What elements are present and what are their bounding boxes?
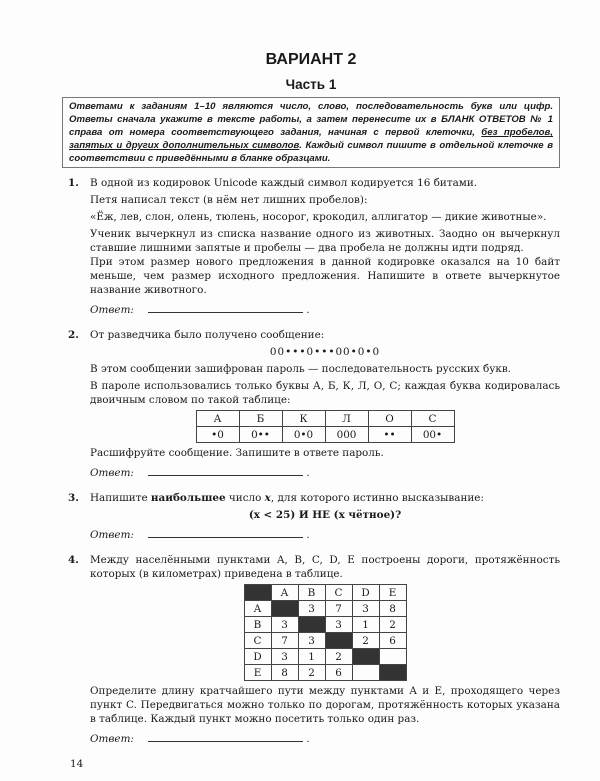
q1-text: Ученик вычеркнул из списка название одного из животных. Заодно он вычеркнул ставшие лишними запятые и пробелы — два пробела не должны идти подряд.	[90, 228, 560, 254]
question-3-row	[62, 491, 560, 543]
q1-text: При этом размер нового предложения в данной кодировке оказался на 10 байт меньше, чем размер исходного предложения. Напишите в ответе вычеркнутое название животного.	[90, 256, 560, 296]
corner-cell	[244, 585, 271, 601]
letter-cell: К	[282, 411, 325, 427]
q1-number: 1.	[68, 177, 79, 189]
answer-label: Ответ:	[90, 467, 134, 479]
instructions-box	[62, 97, 560, 168]
answer-label: Ответ:	[90, 733, 134, 745]
q4-answer[interactable]: Ответ: .	[90, 733, 310, 745]
distance-cell: 1	[352, 617, 379, 633]
answer-line[interactable]	[148, 302, 303, 313]
code-cell: 000	[325, 427, 368, 443]
q3-text-part: Напишите	[90, 492, 151, 504]
distance-cell: 3	[298, 633, 325, 649]
q4-text: Между населёнными пунктами A, B, C, D, E построены дороги, протяжённость которых (в километрах) приведена в таблице.	[90, 554, 560, 580]
code-table	[196, 410, 455, 443]
distance-cell: 3	[325, 617, 352, 633]
question-4-row	[62, 553, 560, 747]
q2-answer[interactable]: Ответ: .	[90, 467, 310, 479]
answer-line[interactable]	[148, 465, 303, 476]
table-row	[244, 601, 406, 617]
distance-cell: 3	[271, 649, 298, 665]
table-row	[244, 617, 406, 633]
row-header-cell: B	[244, 617, 271, 633]
q3-expression: (x < 25) И НЕ (x чётное)?	[248, 509, 402, 521]
question-2	[90, 328, 560, 481]
variant-title: ВАРИАНТ 2	[265, 51, 357, 68]
q3-text-part: число	[225, 492, 265, 504]
row-header-cell: C	[244, 633, 271, 649]
instructions-text: Ответами к заданиям 1–10 являются число, слово, последовательность букв или цифр. Ответы сначала укажите в тексте работы, а затем перенесите их в БЛАНК ОТВЕТОВ № 1 справа от номера соответствующего задания, начиная с первой клеточки,	[69, 101, 553, 138]
q4-text: Определите длину кратчайшего пути между пунктами A и E, проходящего через пункт C. Передвигаться можно только по дорогам, протяжённость которых указана в таблице. Каждый пункт можно посетить только один раз.	[90, 685, 560, 725]
code-cell: 0••	[239, 427, 282, 443]
answer-label: Ответ:	[90, 529, 134, 541]
distance-cell: 2	[298, 665, 325, 681]
question-1-row	[62, 176, 560, 318]
header-cell: D	[352, 585, 379, 601]
letter-cell: А	[196, 411, 239, 427]
q1-answer[interactable]: Ответ: .	[90, 304, 310, 316]
code-cell: 00•	[411, 427, 454, 443]
distance-table	[244, 584, 407, 681]
q1-quote: «Ёж, лев, слон, олень, тюлень, носорог, крокодил, аллигатор — дикие животные».	[90, 211, 547, 223]
letter-cell: Л	[325, 411, 368, 427]
distance-cell: 2	[325, 649, 352, 665]
instructions-underlined: без пробелов, запятых и других дополнительных символов	[69, 127, 553, 151]
distance-cell	[325, 633, 352, 649]
question-4	[90, 553, 560, 747]
table-row	[244, 633, 406, 649]
q2-message: 00•••0•••00•0•0	[269, 346, 381, 358]
answer-line[interactable]	[148, 731, 303, 742]
distance-cell	[379, 665, 406, 681]
table-row	[244, 649, 406, 665]
question-2-row	[62, 328, 560, 481]
header-cell: E	[379, 585, 406, 601]
table-row	[244, 665, 406, 681]
page-number: 14	[70, 758, 84, 770]
distance-cell	[271, 601, 298, 617]
distance-cell: 7	[325, 601, 352, 617]
q2-number: 2.	[68, 329, 79, 341]
distance-cell: 6	[379, 633, 406, 649]
letter-cell: О	[368, 411, 411, 427]
distance-cell: 2	[352, 633, 379, 649]
distance-cell: 3	[352, 601, 379, 617]
part-title: Часть 1	[285, 77, 337, 92]
distance-cell	[352, 649, 379, 665]
distance-cell: 8	[271, 665, 298, 681]
row-header-cell: D	[244, 649, 271, 665]
distance-cell	[298, 617, 325, 633]
distance-cell	[352, 665, 379, 681]
q1-text: В одной из кодировок Unicode каждый символ кодируется 16 битами.	[90, 177, 478, 189]
distance-cell: 1	[298, 649, 325, 665]
answer-line[interactable]	[148, 527, 303, 538]
distance-cell: 3	[298, 601, 325, 617]
q3-bold: наибольшее	[150, 492, 226, 504]
q2-text: От разведчика было получено сообщение:	[90, 329, 325, 341]
question-3	[90, 491, 560, 543]
header-cell: C	[325, 585, 352, 601]
answer-label: Ответ:	[90, 304, 134, 316]
letter-cell: Б	[239, 411, 282, 427]
q3-number: 3.	[68, 492, 79, 504]
letter-cell: С	[411, 411, 454, 427]
q3-text	[90, 491, 560, 505]
distance-cell: 2	[379, 617, 406, 633]
code-cell: 0•0	[282, 427, 325, 443]
instructions-text-end: . Каждый символ пишите в отдельной клеточке в соответствии с приведёнными в бланке образцами.	[69, 140, 553, 164]
q3-text-part: , для которого истинно высказывание:	[270, 492, 484, 504]
row-header-cell: E	[244, 665, 271, 681]
distance-cell: 3	[271, 617, 298, 633]
q4-number: 4.	[68, 554, 79, 566]
header-cell: B	[298, 585, 325, 601]
q3-answer[interactable]: Ответ: .	[90, 529, 310, 541]
code-cell: •0	[196, 427, 239, 443]
q1-text: Петя написал текст (в нём нет лишних пробелов):	[90, 194, 368, 206]
code-cell: ••	[368, 427, 411, 443]
q2-text: Расшифруйте сообщение. Запишите в ответе пароль.	[90, 447, 384, 459]
question-1	[90, 176, 560, 318]
row-header-cell: A	[244, 601, 271, 617]
q3-var: x	[264, 492, 271, 504]
distance-cell: 6	[325, 665, 352, 681]
distance-cell: 7	[271, 633, 298, 649]
distance-cell: 8	[379, 601, 406, 617]
q2-text: В этом сообщении зашифрован пароль — последовательность русских букв.	[90, 363, 511, 375]
q2-text: В пароле использовались только буквы А, Б, К, Л, О, С; каждая буква кодировалась двоичным словом по такой таблице:	[90, 380, 560, 406]
header-cell: A	[271, 585, 298, 601]
distance-cell	[379, 649, 406, 665]
